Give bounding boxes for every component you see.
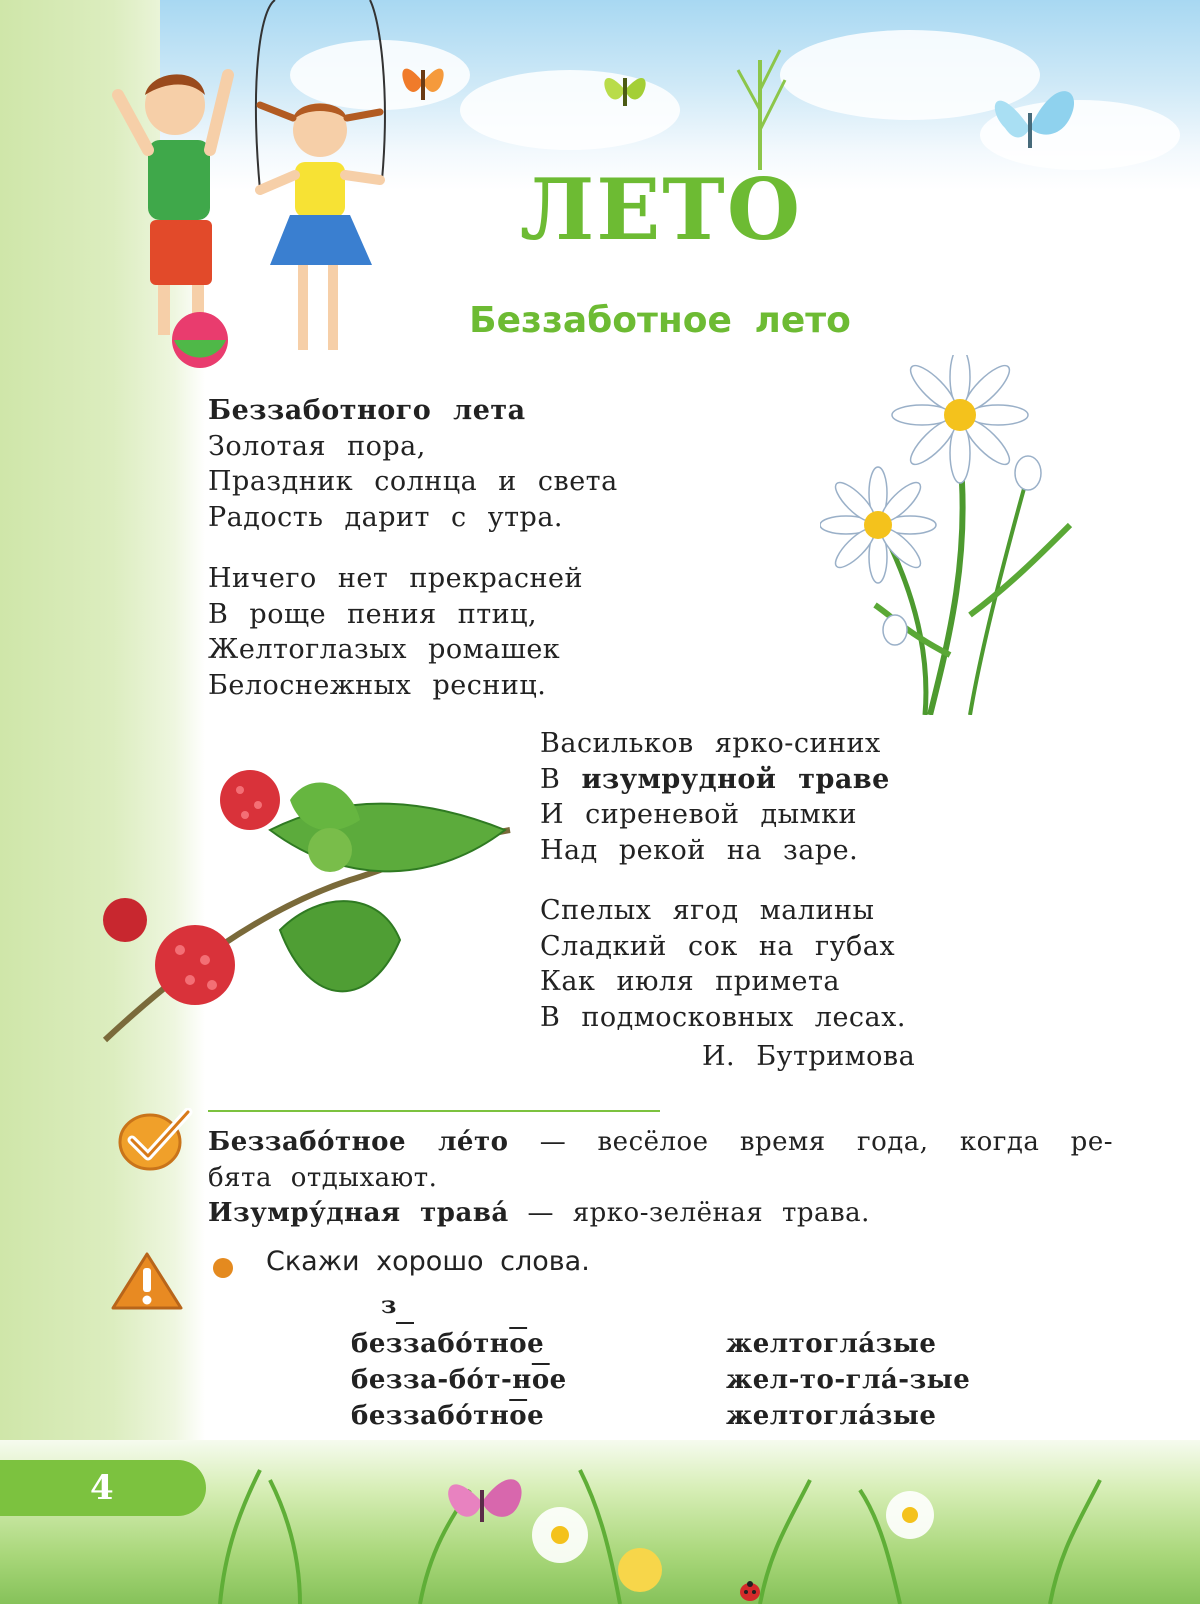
highlighted-phrase: изумрудной траве: [581, 763, 890, 795]
poem-stanza-1: [208, 393, 618, 535]
word-item: жел-то-гла́-зые: [726, 1365, 971, 1395]
raspberry-branch-illustration: [100, 770, 515, 1050]
page-title: ЛЕТО: [520, 160, 802, 259]
hint-underline: [396, 1322, 414, 1324]
poem-line: Над рекой на заре.: [540, 834, 859, 866]
poem-stanza-3: [540, 726, 890, 868]
section-divider: [208, 1110, 660, 1112]
poem-line: Праздник солнца и света: [208, 466, 618, 497]
poem-line: Васильков ярко-синих: [540, 728, 881, 759]
word-item: желтогла́зые: [726, 1401, 937, 1431]
poem-line: Белоснежных ресниц.: [208, 669, 547, 701]
vocab-entry-1-cont: бята отдыхают.: [208, 1162, 438, 1193]
poem-line: Золотая пора,: [208, 430, 426, 462]
poem-line: И сиреневой дымки: [540, 799, 858, 830]
poem-line: Спелых ягод малины: [540, 895, 875, 926]
checkmark-icon: [118, 1108, 194, 1172]
task-instruction: Скажи хорошо слова.: [266, 1246, 590, 1277]
word-item: желтогла́зые: [726, 1329, 937, 1359]
pink-butterfly-icon: [440, 1462, 530, 1542]
hint-letter: з: [381, 1290, 397, 1319]
poem-line: Сладкий сок на губах: [540, 930, 896, 962]
vocab-entry-1: Беззабо́тное ле́то — весёлое время года, когда ре-: [208, 1127, 1113, 1157]
poem-line: Как июля примета: [540, 966, 841, 997]
poem-line: В изумрудной траве: [540, 763, 890, 795]
vocab-entry-2: Изумру́дная трава́ — ярко-зелёная трава.: [208, 1198, 870, 1228]
vocab-term: Изумру́дная трава́: [208, 1198, 509, 1228]
poem-line: Ничего нет прекрасней: [208, 563, 583, 594]
vocab-term: Беззабо́тное ле́то: [208, 1127, 509, 1157]
grass-sprig-icon: [730, 40, 800, 170]
vocabulary-block: [208, 1125, 1113, 1232]
bullet-dot: [213, 1258, 233, 1278]
poem-author: И. Бутримова: [702, 1041, 916, 1072]
page-number: 4: [0, 1460, 206, 1516]
poem-line: Желтоглазых ромашек: [208, 634, 561, 665]
word-column-1: [351, 1326, 567, 1434]
poem-line: В роще пения птиц,: [208, 598, 538, 630]
poem-line: В подмосковных лесах.: [540, 1001, 906, 1033]
word-column-2: [726, 1326, 970, 1434]
blue-butterfly-icon: [985, 68, 1085, 168]
daisy-flowers-illustration: [820, 355, 1105, 715]
word-item: беззабо́тное: [351, 1329, 545, 1359]
warning-icon: [110, 1250, 184, 1312]
poem-stanza-2: [208, 561, 583, 703]
poem-title: Беззаботное лето: [469, 300, 851, 341]
word-item: безза-бо́т-ное: [351, 1365, 567, 1395]
word-item: беззабо́тное: [351, 1401, 545, 1431]
poem-line: Беззаботного лета: [208, 395, 526, 426]
ladybug-icon: [738, 1580, 762, 1602]
children-jumping-illustration: [110, 0, 410, 370]
poem-stanza-4: [540, 893, 906, 1035]
green-butterfly-icon: [600, 62, 650, 117]
poem-line: Радость дарит с утра.: [208, 501, 563, 533]
orange-butterfly-icon: [398, 52, 448, 112]
